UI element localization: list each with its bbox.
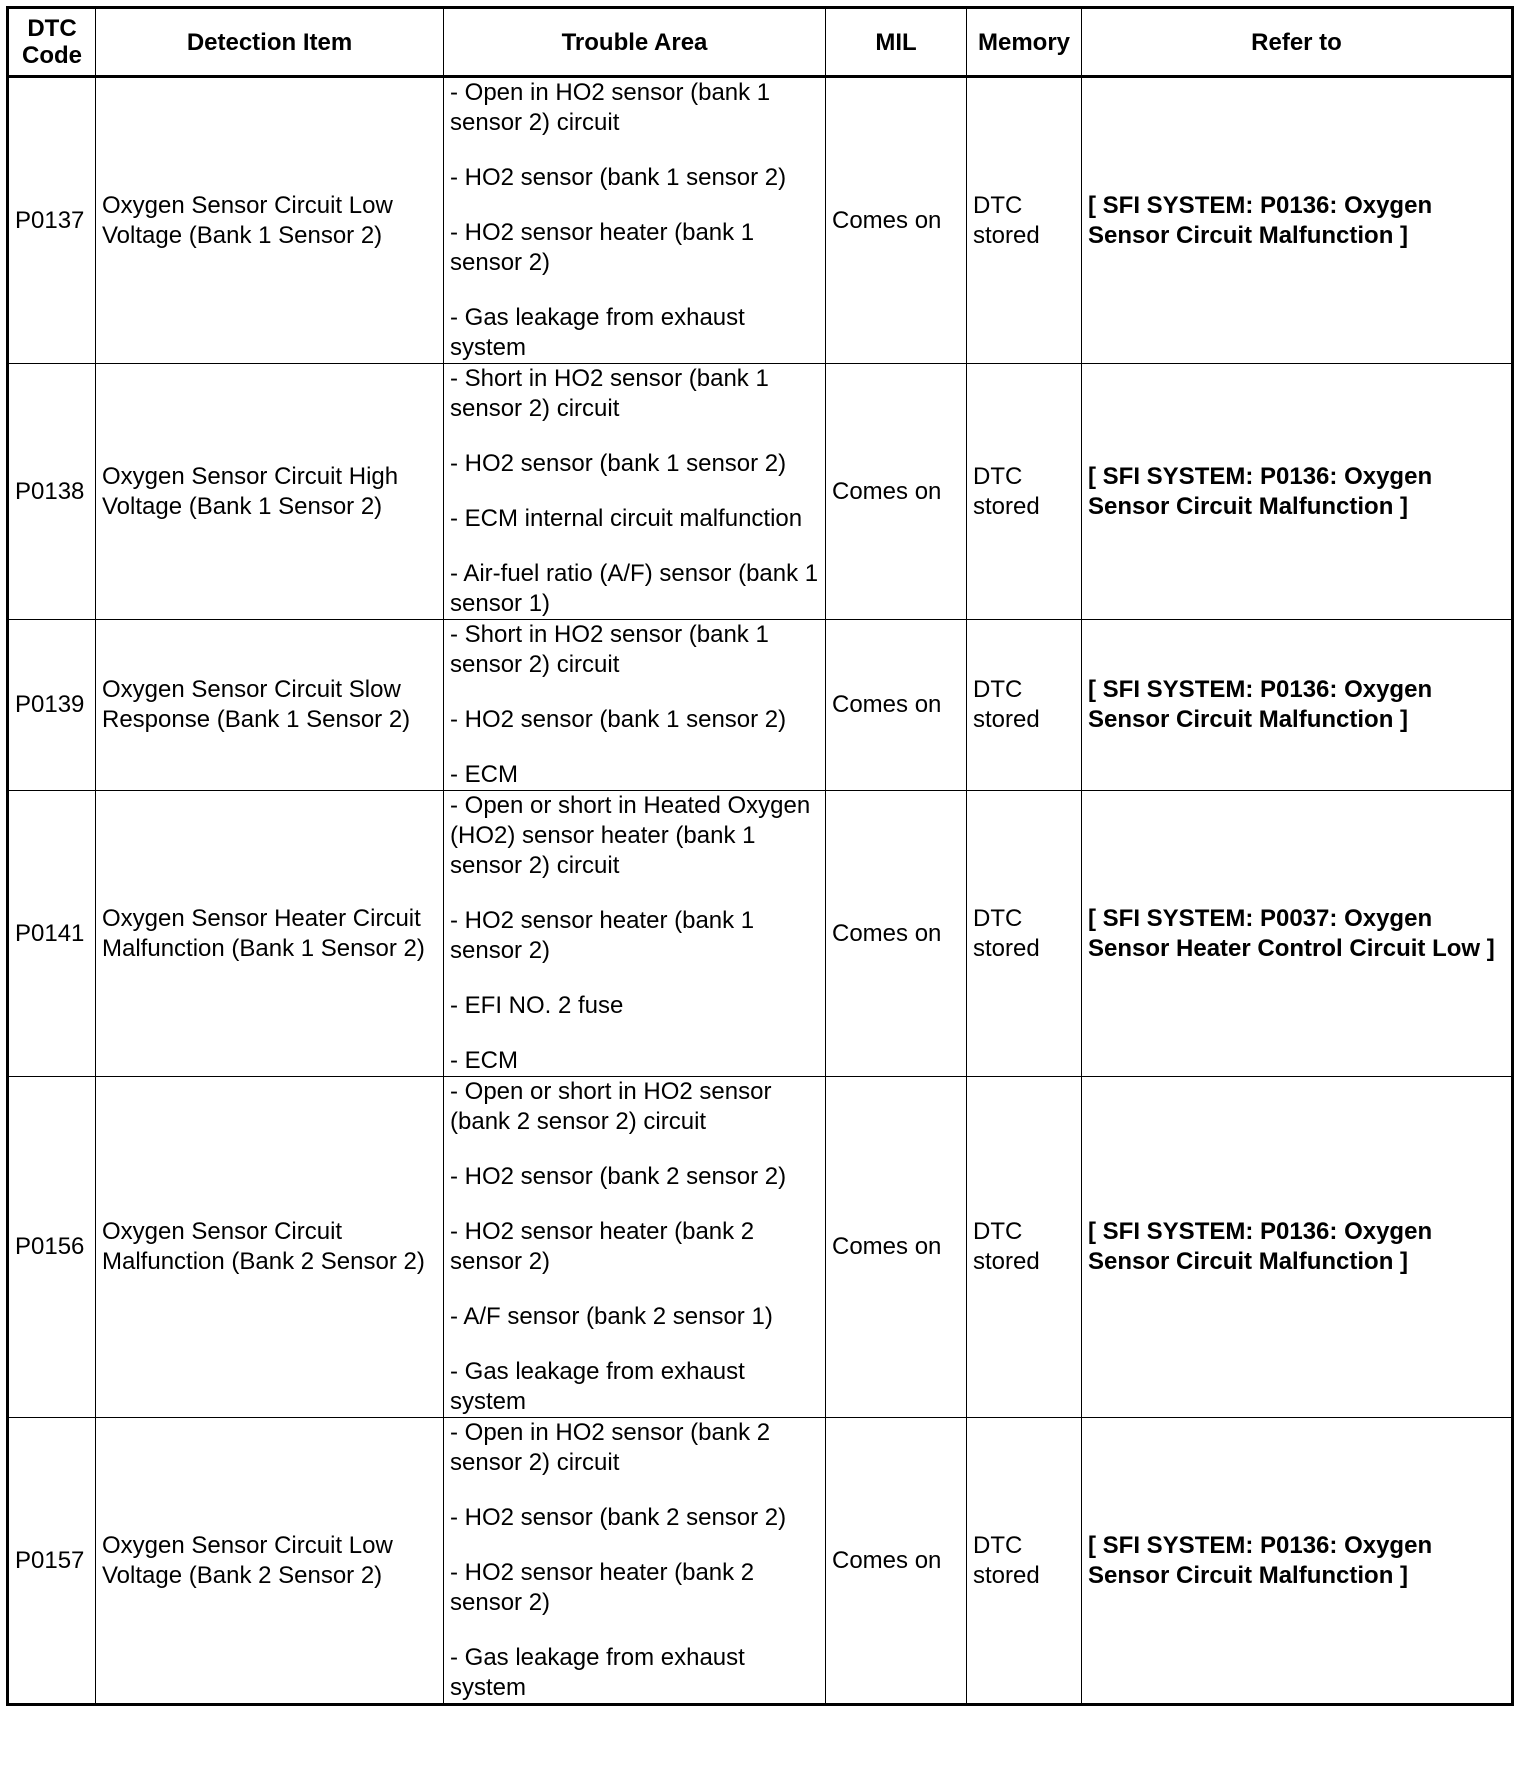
refer-to-cell: [ SFI SYSTEM: P0037: Oxygen Sensor Heater Control Circuit Low ]: [1082, 791, 1513, 1077]
trouble-area-item: - HO2 sensor heater (bank 1 sensor 2): [450, 219, 755, 276]
memory-cell: DTC stored: [967, 364, 1082, 620]
refer-to-cell: [ SFI SYSTEM: P0136: Oxygen Sensor Circuit Malfunction ]: [1082, 620, 1513, 791]
memory-cell: DTC stored: [967, 1418, 1082, 1705]
header-dtc-code: [8, 8, 96, 77]
header-refer-to: Refer to: [1082, 8, 1513, 77]
table-row: [8, 77, 1513, 364]
mil-cell: Comes on: [826, 620, 967, 791]
table-row: [8, 1077, 1513, 1418]
refer-to-cell: [ SFI SYSTEM: P0136: Oxygen Sensor Circuit Malfunction ]: [1082, 1418, 1513, 1705]
memory-cell: DTC stored: [967, 620, 1082, 791]
refer-to-cell: [ SFI SYSTEM: P0136: Oxygen Sensor Circuit Malfunction ]: [1082, 77, 1513, 364]
dtc-code-cell: P0137: [8, 77, 96, 364]
dtc-code-cell: P0139: [8, 620, 96, 791]
trouble-area-item: - Open in HO2 sensor (bank 2 sensor 2) circuit: [450, 1419, 771, 1476]
header-mil: MIL: [826, 8, 967, 77]
trouble-area-item: - Short in HO2 sensor (bank 1 sensor 2) circuit: [450, 365, 769, 422]
header-dtc-code-line1: DTC: [27, 15, 77, 42]
header-dtc-code-line2: Code: [22, 42, 82, 69]
detection-item-cell: Oxygen Sensor Circuit High Voltage (Bank 1 Sensor 2): [96, 364, 444, 620]
trouble-area-cell: [444, 620, 826, 791]
trouble-area-item: - Short in HO2 sensor (bank 1 sensor 2) circuit: [450, 621, 769, 678]
table-body: [8, 77, 1513, 1705]
detection-item-cell: Oxygen Sensor Circuit Slow Response (Bank 1 Sensor 2): [96, 620, 444, 791]
detection-item-cell: Oxygen Sensor Circuit Low Voltage (Bank 2 Sensor 2): [96, 1418, 444, 1705]
dtc-document: [6, 6, 1514, 1774]
trouble-area-item: - HO2 sensor (bank 2 sensor 2): [450, 1504, 787, 1531]
mil-cell: Comes on: [826, 1418, 967, 1705]
mil-cell: Comes on: [826, 364, 967, 620]
mil-cell: Comes on: [826, 1077, 967, 1418]
trouble-area-item: - HO2 sensor heater (bank 2 sensor 2): [450, 1559, 755, 1616]
mil-cell: Comes on: [826, 77, 967, 364]
dtc-code-cell: P0138: [8, 364, 96, 620]
trouble-area-cell: [444, 364, 826, 620]
dtc-code-cell: P0157: [8, 1418, 96, 1705]
memory-cell: DTC stored: [967, 791, 1082, 1077]
trouble-area-item: - Gas leakage from exhaust system: [450, 1644, 745, 1701]
trouble-area-item: - HO2 sensor (bank 1 sensor 2): [450, 164, 787, 191]
detection-item-cell: Oxygen Sensor Circuit Malfunction (Bank 2 Sensor 2): [96, 1077, 444, 1418]
trouble-area-cell: [444, 791, 826, 1077]
table-row: [8, 791, 1513, 1077]
trouble-area-item: - HO2 sensor (bank 2 sensor 2): [450, 1163, 787, 1190]
trouble-area-item: - Gas leakage from exhaust system: [450, 304, 745, 361]
trouble-area-item: - Open or short in HO2 sensor (bank 2 sensor 2) circuit: [450, 1078, 772, 1135]
table-row: [8, 620, 1513, 791]
trouble-area-item: - HO2 sensor (bank 1 sensor 2): [450, 450, 787, 477]
trouble-area-item: - HO2 sensor heater (bank 2 sensor 2): [450, 1218, 755, 1275]
memory-cell: DTC stored: [967, 1077, 1082, 1418]
dtc-table: [6, 6, 1514, 1706]
mil-cell: Comes on: [826, 791, 967, 1077]
trouble-area-item: - A/F sensor (bank 2 sensor 1): [450, 1303, 773, 1330]
header-trouble-area: Trouble Area: [444, 8, 826, 77]
refer-to-cell: [ SFI SYSTEM: P0136: Oxygen Sensor Circuit Malfunction ]: [1082, 1077, 1513, 1418]
header-memory: Memory: [967, 8, 1082, 77]
table-header-row: [8, 8, 1513, 77]
trouble-area-item: - EFI NO. 2 fuse: [450, 992, 624, 1019]
trouble-area-item: - Air-fuel ratio (A/F) sensor (bank 1 sensor 1): [450, 560, 819, 617]
trouble-area-item: - ECM: [450, 1047, 518, 1074]
trouble-area-item: - ECM: [450, 761, 518, 788]
table-row: [8, 364, 1513, 620]
memory-cell: DTC stored: [967, 77, 1082, 364]
detection-item-cell: Oxygen Sensor Heater Circuit Malfunction (Bank 1 Sensor 2): [96, 791, 444, 1077]
trouble-area-cell: [444, 1077, 826, 1418]
trouble-area-cell: [444, 1418, 826, 1705]
trouble-area-cell: [444, 77, 826, 364]
refer-to-cell: [ SFI SYSTEM: P0136: Oxygen Sensor Circuit Malfunction ]: [1082, 364, 1513, 620]
trouble-area-item: - HO2 sensor heater (bank 1 sensor 2): [450, 907, 755, 964]
detection-item-cell: Oxygen Sensor Circuit Low Voltage (Bank 1 Sensor 2): [96, 77, 444, 364]
dtc-code-cell: P0141: [8, 791, 96, 1077]
trouble-area-item: - HO2 sensor (bank 1 sensor 2): [450, 706, 787, 733]
trouble-area-item: - Open in HO2 sensor (bank 1 sensor 2) circuit: [450, 79, 771, 136]
trouble-area-item: - Gas leakage from exhaust system: [450, 1358, 745, 1415]
table-row: [8, 1418, 1513, 1705]
dtc-code-cell: P0156: [8, 1077, 96, 1418]
trouble-area-item: - ECM internal circuit malfunction: [450, 505, 803, 532]
header-detection-item: Detection Item: [96, 8, 444, 77]
trouble-area-item: - Open or short in Heated Oxygen (HO2) sensor heater (bank 1 sensor 2) circuit: [450, 792, 811, 879]
